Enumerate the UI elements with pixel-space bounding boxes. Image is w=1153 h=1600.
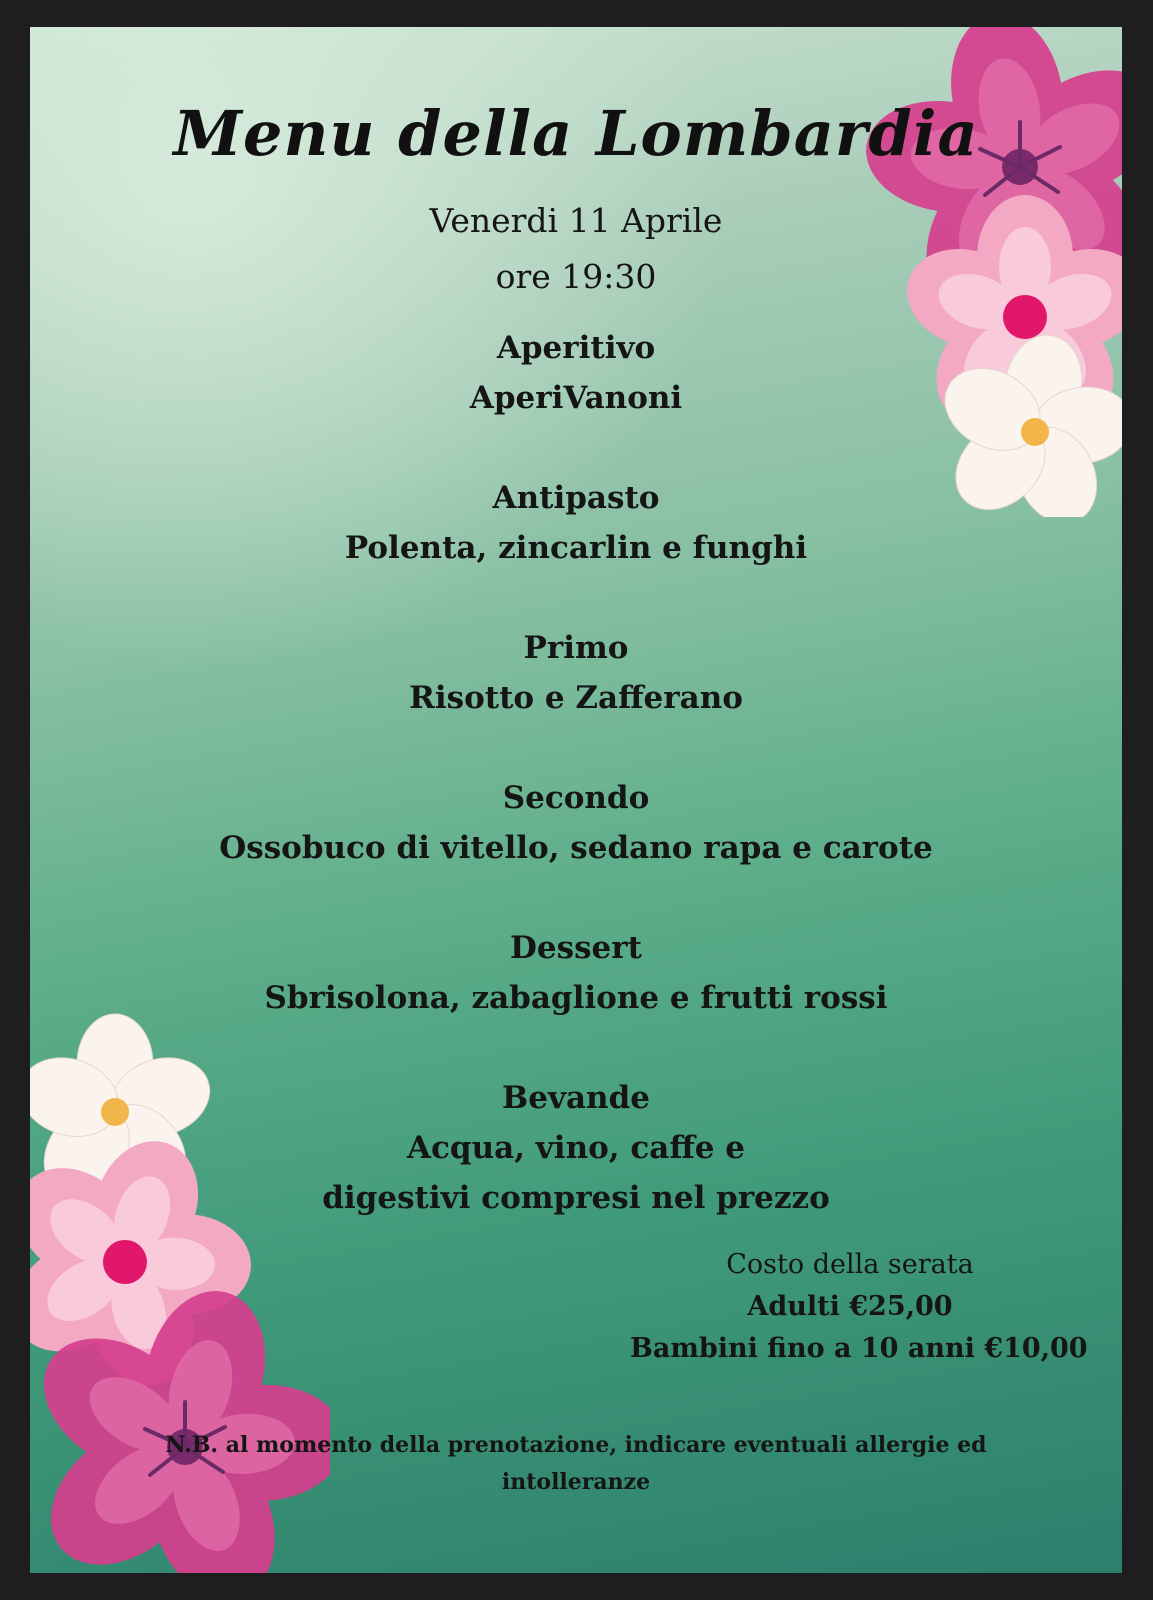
- pricing-adults: Adulti €25,00: [747, 1291, 953, 1322]
- allergy-note-line-1: N.B. al momento della prenotazione, indicare eventuali allergie ed: [165, 1432, 987, 1458]
- course-heading-antipasto: Antipasto: [492, 480, 660, 516]
- course-heading-aperitivo: Aperitivo: [496, 330, 656, 366]
- course-heading-secondo: Secondo: [502, 780, 650, 816]
- course-dish-bevande-line-2: digestivi compresi nel prezzo: [322, 1180, 830, 1216]
- pricing-label: Costo della serata: [726, 1249, 974, 1280]
- menu-title: Menu della Lombardia: [173, 97, 979, 170]
- course-dish-aperitivo: AperiVanoni: [469, 380, 683, 416]
- allergy-note-line-2: intolleranze: [501, 1469, 651, 1495]
- course-dish-bevande-line-1: Acqua, vino, caffe e: [406, 1130, 746, 1166]
- pricing-children: Bambini fino a 10 anni €10,00: [630, 1333, 1088, 1364]
- event-date: Venerdi 11 Aprile: [429, 201, 723, 240]
- course-dish-antipasto: Polenta, zincarlin e funghi: [344, 530, 808, 566]
- course-heading-dessert: Dessert: [510, 930, 642, 966]
- course-dish-dessert: Sbrisolona, zabaglione e frutti rossi: [264, 980, 888, 1016]
- course-heading-primo: Primo: [523, 630, 629, 666]
- course-dish-primo: Risotto e Zafferano: [409, 680, 743, 716]
- menu-card: [30, 27, 1122, 1573]
- course-heading-bevande: Bevande: [502, 1080, 650, 1116]
- event-time: ore 19:30: [495, 257, 657, 296]
- course-dish-secondo: Ossobuco di vitello, sedano rapa e carote: [219, 830, 933, 866]
